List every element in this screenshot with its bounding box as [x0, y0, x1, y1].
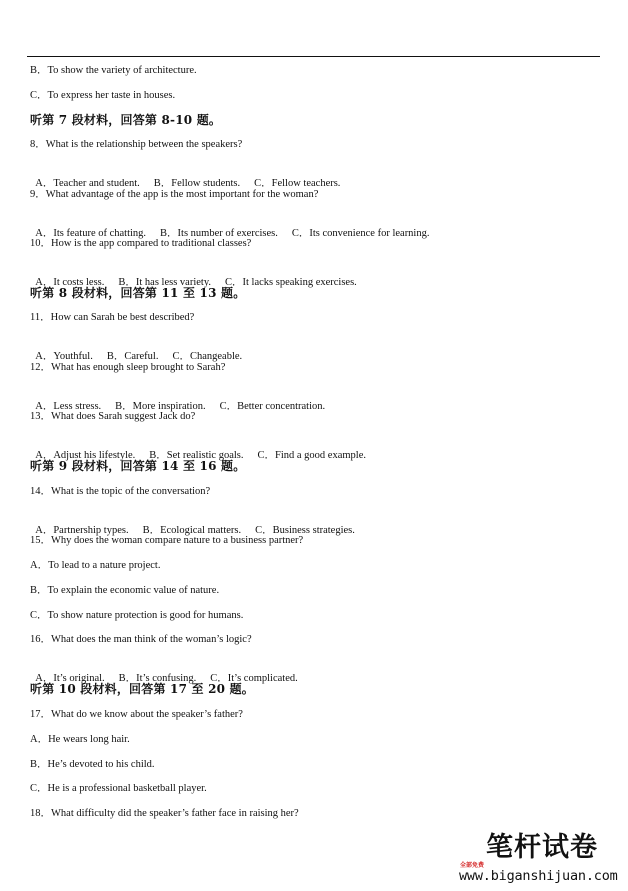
- section-heading: 听第 9 段材料，回答第 14 至 16 题。: [30, 459, 246, 473]
- option-a: A．It costs less.: [35, 277, 105, 288]
- question-17: 17．What do we know about the speaker’s father?: [30, 709, 243, 720]
- option-a: A．Less stress.: [35, 401, 102, 412]
- option-a: A．Teacher and student.: [35, 178, 140, 189]
- option-a: A．Adjust his lifestyle.: [35, 450, 136, 461]
- option-b: B．It has less variety.: [118, 277, 212, 288]
- option-b: B．Careful.: [106, 351, 159, 362]
- option-c: C．Changeable.: [172, 351, 243, 362]
- question-8: 8．What is the relationship between the speakers?: [30, 139, 243, 150]
- option-c: C．Better concentration.: [219, 401, 326, 412]
- question-9: 9．What advantage of the app is the most important for the woman?: [30, 189, 319, 200]
- option-c: C．Find a good example.: [257, 450, 366, 461]
- option-c: C．Its convenience for learning.: [291, 228, 430, 239]
- option-a: A．Youthful.: [35, 351, 93, 362]
- option-line: C．To express her taste in houses.: [30, 90, 176, 101]
- option-line: A．He wears long hair.: [30, 734, 130, 745]
- option-line: B．He’s devoted to his child.: [30, 759, 155, 770]
- watermark-tag: 全部免费: [460, 862, 485, 869]
- question-18: 18．What difficulty did the speaker’s father face in raising her?: [30, 808, 299, 819]
- watermark-logo: [456, 832, 616, 888]
- option-b: B．Ecological matters.: [142, 525, 242, 536]
- option-b: B．Fellow students.: [153, 178, 241, 189]
- option-c: C．Fellow teachers.: [254, 178, 341, 189]
- options-8: [30, 163, 340, 191]
- question-10: 10．How is the app compared to traditional classes?: [30, 238, 252, 249]
- question-16: 16．What does the man think of the woman’s logic?: [30, 634, 252, 645]
- option-b: B．Set realistic goals.: [149, 450, 244, 461]
- option-b: B．More inspiration.: [115, 401, 206, 412]
- watermark-url: www.biganshijuan.com: [459, 868, 618, 884]
- section-heading: 听第 7 段材料，回答第 8-10 题。: [30, 113, 222, 127]
- option-line: C．To show nature protection is good for humans.: [30, 610, 244, 621]
- question-15: 15．Why does the woman compare nature to a business partner?: [30, 535, 304, 546]
- section-heading: 听第 10 段材料，回答第 17 至 20 题。: [30, 682, 254, 696]
- question-12: 12．What has enough sleep brought to Sarah?: [30, 362, 226, 373]
- options-11: [30, 336, 242, 364]
- question-14: 14．What is the topic of the conversation?: [30, 486, 211, 497]
- option-line: B．To show the variety of architecture.: [30, 65, 197, 76]
- option-c: C．Business strategies.: [255, 525, 355, 536]
- option-a: A．It’s original.: [35, 673, 105, 684]
- option-line: C．He is a professional basketball player.: [30, 783, 207, 794]
- watermark-title: 笔杆试卷: [486, 832, 598, 863]
- option-line: B．To explain the economic value of nature.: [30, 585, 220, 596]
- question-11: 11．How can Sarah be best described?: [30, 312, 195, 323]
- option-b: B．Its number of exercises.: [160, 228, 278, 239]
- section-heading: 听第 8 段材料，回答第 11 至 13 题。: [30, 286, 246, 300]
- option-a: A．Its feature of chatting.: [35, 228, 147, 239]
- option-b: B．It’s confusing.: [118, 673, 197, 684]
- option-c: C．It’s complicated.: [210, 673, 298, 684]
- header-rule: [27, 56, 600, 57]
- question-13: 13．What does Sarah suggest Jack do?: [30, 411, 196, 422]
- option-line: A．To lead to a nature project.: [30, 560, 161, 571]
- option-a: A．Partnership types.: [35, 525, 129, 536]
- option-c: C．It lacks speaking exercises.: [225, 277, 357, 288]
